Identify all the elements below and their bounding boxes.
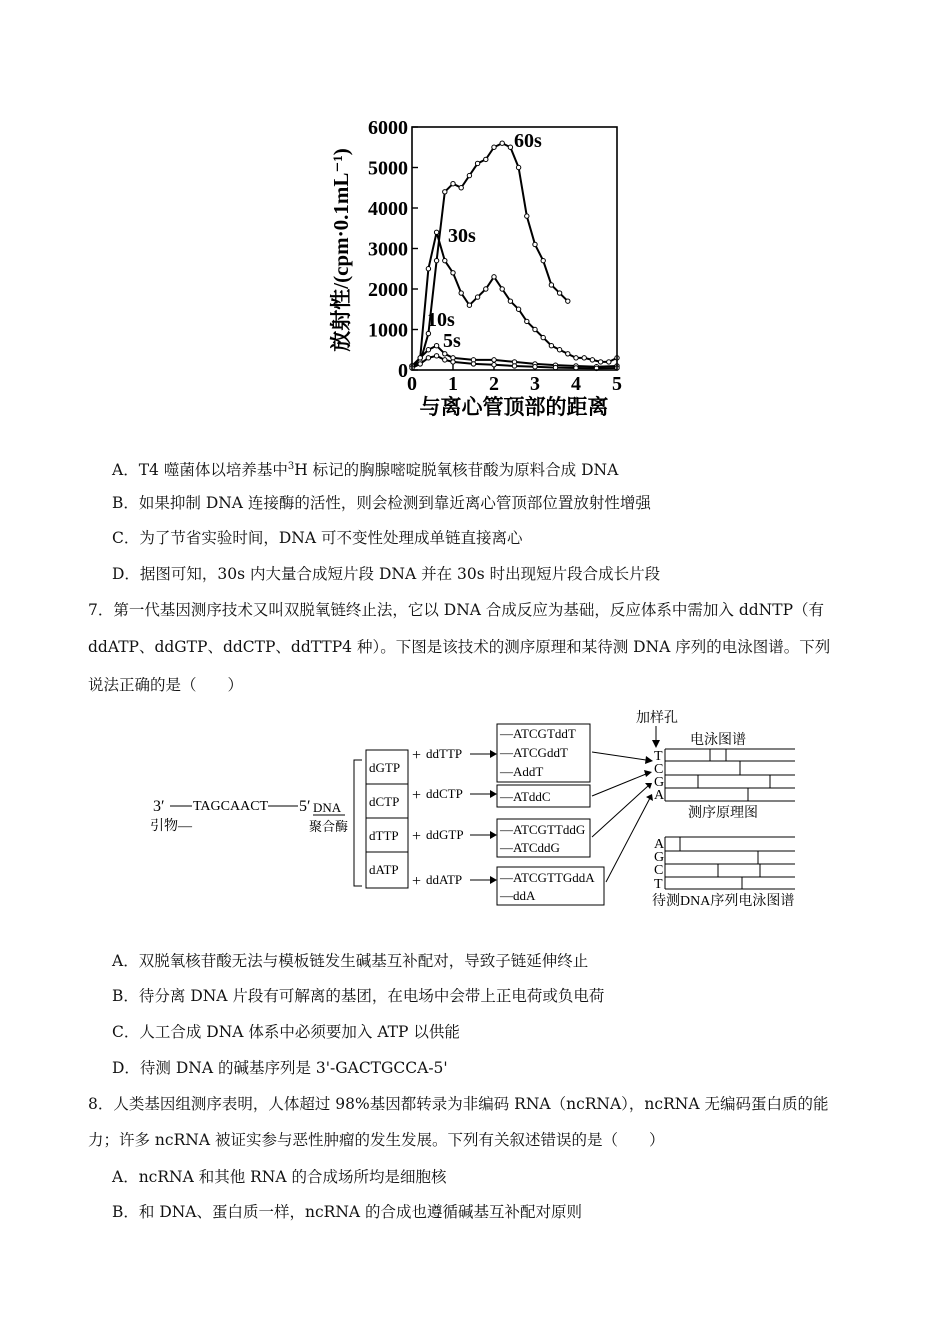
- data-point-30s: [607, 360, 611, 364]
- data-point-10s: [492, 358, 496, 362]
- data-point-60s: [484, 157, 488, 161]
- template-5-end: 5′: [299, 798, 311, 815]
- data-point-5s: [418, 362, 422, 366]
- x-tick-label: 4: [571, 373, 581, 395]
- product-t-3: —AddT: [500, 764, 544, 779]
- y-tick-label: 4000: [368, 198, 408, 220]
- lane-top-3: G: [654, 775, 665, 790]
- lane-top-2: C: [654, 762, 664, 777]
- data-point-30s: [541, 335, 545, 339]
- y-tick-label: 1000: [368, 319, 408, 342]
- lane-bottom-2: G: [654, 850, 665, 865]
- data-point-60s: [443, 190, 447, 194]
- gel-bottom: [665, 837, 795, 889]
- dna-label: DNA: [313, 800, 342, 815]
- data-point-5s: [553, 365, 557, 369]
- q7-stem-line2: ddATP、ddGTP、ddCTP、ddTTP4 种）。下图是该技术的测序原理和某待测 DNA 序列的电泳图谱。下列: [88, 638, 831, 656]
- product-a-2: —ddA: [500, 888, 536, 903]
- data-point-30s: [525, 319, 529, 323]
- q8-stem-line2: 力；许多 ncRNA 被证实参与恶性肿瘤的发生发展。下列有关叙述错误的是（ ）: [88, 1131, 665, 1149]
- y-axis-label: 放射性/(cpm·0.1mL⁻¹): [329, 148, 353, 352]
- x-tick-label: 2: [489, 373, 499, 395]
- data-point-5s: [533, 365, 537, 369]
- x-axis-label: 与离心管顶部的距离: [419, 395, 609, 419]
- lane-bottom-1: A: [654, 837, 665, 852]
- x-tick-label: 3: [530, 373, 540, 395]
- lane-top-4: A: [654, 788, 665, 803]
- data-point-60s: [467, 173, 471, 177]
- svg-text:+: +: [412, 747, 422, 764]
- q7-option-b: B．待分离 DNA 片段有可解离的基团，在电场中会带上正电荷或负电荷: [112, 987, 605, 1005]
- primer-label: 引物—: [150, 819, 192, 834]
- label-60s: 60s: [514, 130, 542, 152]
- data-point-30s: [574, 356, 578, 360]
- data-point-60s: [475, 161, 479, 165]
- dntp-1: dGTP: [369, 760, 401, 775]
- gel-label: 电泳图谱: [690, 733, 746, 748]
- y-tick-label: 6000: [368, 117, 408, 139]
- template-sequence: TAGCAACT: [193, 799, 269, 814]
- data-point-30s: [484, 287, 488, 291]
- data-point-60s: [508, 145, 512, 149]
- data-point-5s: [434, 354, 438, 358]
- data-point-30s: [533, 327, 537, 331]
- series-line-60s: [412, 143, 568, 366]
- data-point-30s: [590, 358, 594, 362]
- data-point-60s: [516, 165, 520, 169]
- dntp-4: dATP: [369, 862, 399, 877]
- data-point-10s: [418, 356, 422, 360]
- product-t-1: —ATCGTddT: [500, 726, 576, 741]
- template-3-end: 3′: [153, 798, 165, 815]
- data-point-30s: [443, 258, 447, 262]
- y-tick-label: 2000: [368, 279, 408, 301]
- data-point-60s: [566, 299, 570, 303]
- q8-option-b: B．和 DNA、蛋白质一样，ncRNA 的合成也遵循碱基互补配对原则: [112, 1203, 583, 1221]
- data-point-10s: [426, 348, 430, 352]
- q6-option-b: B．如果抑制 DNA 连接酶的活性，则会检测到靠近离心管顶部位置放射性增强: [112, 494, 651, 512]
- well-label: 加样孔: [636, 711, 678, 726]
- data-point-5s: [451, 360, 455, 364]
- x-tick-label: 0: [407, 373, 417, 395]
- data-point-30s: [557, 348, 561, 352]
- data-point-60s: [541, 258, 545, 262]
- data-point-60s: [549, 283, 553, 287]
- q8-option-a: A．ncRNA 和其他 RNA 的合成场所均是细胞核: [112, 1168, 447, 1186]
- ddntp-4: ddATP: [426, 872, 463, 887]
- data-point-30s: [566, 352, 570, 356]
- data-point-60s: [426, 331, 430, 335]
- data-point-5s: [512, 364, 516, 368]
- data-point-30s: [598, 360, 602, 364]
- data-point-60s: [525, 214, 529, 218]
- q6-option-c: C．为了节省实验时间，DNA 可不变性处理成单链直接离心: [112, 529, 523, 547]
- product-g-1: —ATCGTTddG: [500, 822, 586, 837]
- data-point-60s: [451, 182, 455, 186]
- product-t-2: —ATCGddT: [500, 745, 568, 760]
- data-point-60s: [533, 242, 537, 246]
- q7-option-c: C．人工合成 DNA 体系中必须要加入 ATP 以供能: [112, 1023, 460, 1041]
- q8-stem-line1: 8．人类基因组测序表明，人体超过 98%基因都转录为非编码 RNA（ncRNA），ncRNA 无编码蛋白质的能: [88, 1095, 829, 1113]
- data-point-10s: [443, 352, 447, 356]
- label-10s: 10s: [427, 309, 455, 331]
- svg-text:+: +: [412, 828, 422, 845]
- data-point-30s: [500, 287, 504, 291]
- data-point-60s: [500, 141, 504, 145]
- svg-text:+: +: [412, 873, 422, 890]
- data-point-60s: [434, 258, 438, 262]
- data-point-30s: [492, 275, 496, 279]
- data-point-30s: [475, 295, 479, 299]
- lane-top-1: T: [654, 749, 663, 764]
- data-point-30s: [467, 303, 471, 307]
- x-tick-label: 5: [612, 373, 622, 395]
- data-point-30s: [434, 230, 438, 234]
- label-5s: 5s: [443, 330, 461, 352]
- label-30s: 30s: [448, 225, 476, 247]
- q6-option-a: A．T4 噬菌体以培养基中$^3$H 标记的胸腺嘧啶脱氧核苷酸为原料合成 DNA: [112, 461, 619, 480]
- data-point-30s: [582, 356, 586, 360]
- data-point-30s: [426, 267, 430, 271]
- caption-bottom: 待测DNA序列电泳图谱: [652, 894, 795, 909]
- dntp-3: dTTP: [369, 828, 399, 843]
- q7-option-a: A．双脱氧核苷酸无法与模板链发生碱基互补配对，导致子链延伸终止: [112, 952, 589, 970]
- data-point-60s: [459, 186, 463, 190]
- q6-option-d: D．据图可知，30s 内大量合成短片段 DNA 并在 30s 时出现短片段合成长片段: [112, 565, 661, 583]
- radioactivity-chart: [0, 0, 950, 440]
- data-point-30s: [459, 291, 463, 295]
- data-point-30s: [549, 344, 553, 348]
- sequencing-diagram: [0, 700, 950, 930]
- lane-bottom-3: C: [654, 863, 664, 878]
- y-tick-label: 0: [398, 360, 408, 382]
- data-point-10s: [434, 344, 438, 348]
- data-point-5s: [426, 356, 430, 360]
- q7-option-d: D．待测 DNA 的碱基序列是 3'-GACTGCCA-5': [112, 1059, 448, 1077]
- product-g-2: —ATCddG: [500, 840, 560, 855]
- y-tick-label: 5000: [368, 157, 408, 180]
- gel-top: [665, 749, 795, 801]
- product-a-1: —ATCGTTGddA: [500, 870, 595, 885]
- lane-bottom-4: T: [654, 877, 663, 892]
- data-point-60s: [557, 291, 561, 295]
- data-point-5s: [471, 362, 475, 366]
- data-point-30s: [451, 271, 455, 275]
- caption-top: 测序原理图: [688, 806, 758, 821]
- data-point-5s: [492, 363, 496, 367]
- ddntp-3: ddGTP: [426, 827, 464, 842]
- data-point-30s: [516, 307, 520, 311]
- data-point-60s: [492, 145, 496, 149]
- q7-stem-line3: 说法正确的是（ ）: [88, 676, 244, 694]
- dntp-2: dCTP: [369, 794, 400, 809]
- svg-text:+: +: [412, 787, 422, 804]
- ddntp-1: ddTTP: [426, 746, 463, 761]
- q7-stem-line1: 7．第一代基因测序技术又叫双脱氧链终止法，它以 DNA 合成反应为基础，反应体系中需加入 ddNTP（有: [88, 601, 825, 619]
- data-point-5s: [443, 358, 447, 362]
- ddntp-2: ddCTP: [426, 786, 463, 801]
- product-c-1: —ATddC: [500, 789, 551, 804]
- x-tick-label: 1: [448, 373, 458, 395]
- y-tick-label: 3000: [368, 238, 408, 261]
- polymerase-label: 聚合酶: [309, 819, 349, 834]
- data-point-30s: [508, 299, 512, 303]
